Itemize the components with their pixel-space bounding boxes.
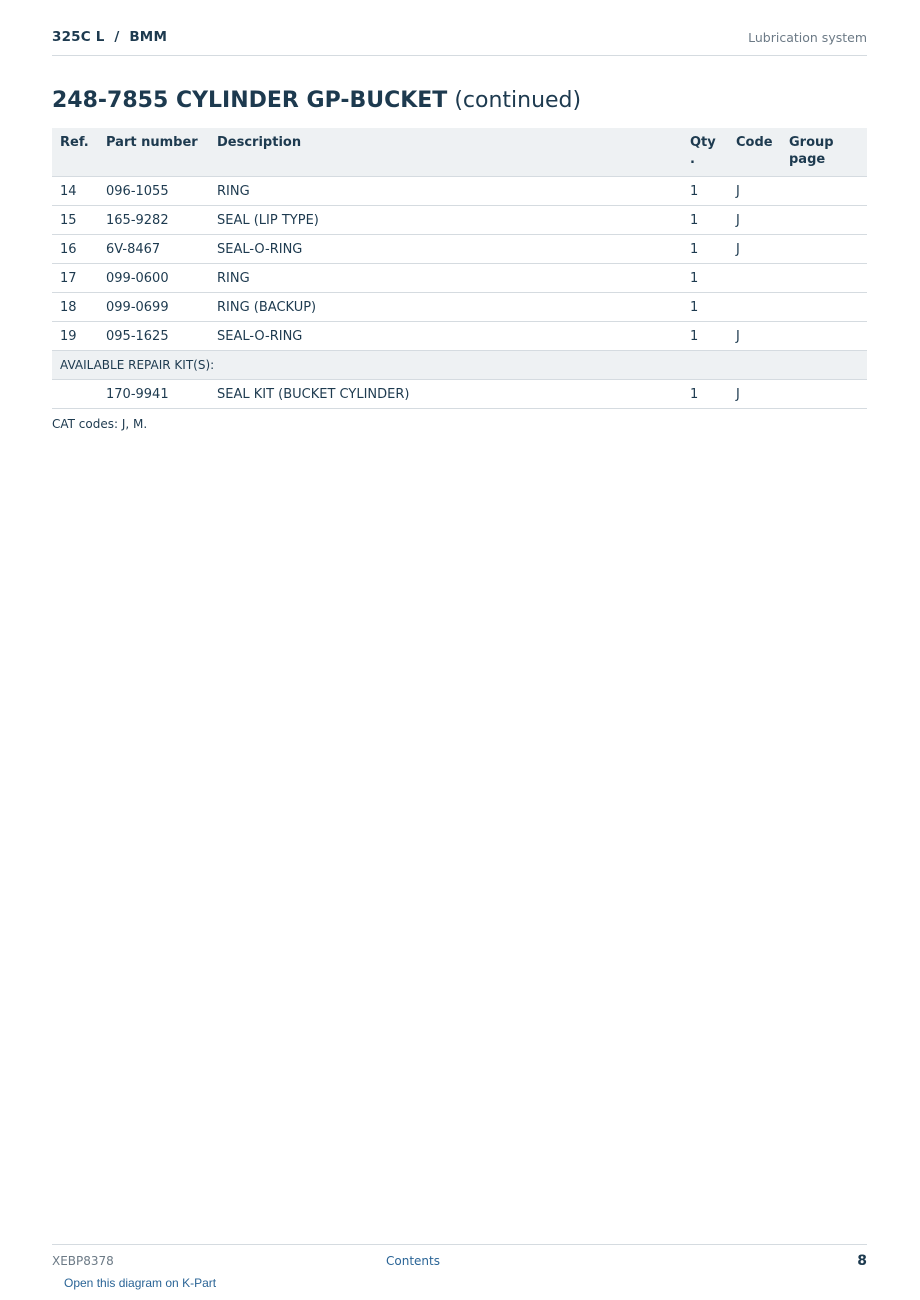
cell-ref: 18 [52,293,98,322]
cell-qty: 1 [682,235,728,264]
cell-group-page [781,235,867,264]
cell-part-number: 099-0600 [98,264,209,293]
cell-ref: 16 [52,235,98,264]
cell-qty: 1 [682,206,728,235]
cell-description: RING [209,177,682,206]
cell-ref: 17 [52,264,98,293]
table-row [52,380,867,409]
open-kpart-link[interactable]: Open this diagram on K-Part [64,1276,217,1290]
cell-group-page [781,380,867,409]
cell-description: SEAL (LIP TYPE) [209,206,682,235]
cell-code: J [728,322,781,351]
cell-code [728,293,781,322]
cell-group-page [781,177,867,206]
cell-qty: 1 [682,264,728,293]
cell-code: J [728,235,781,264]
section-label: Lubrication system [748,30,867,45]
cell-qty: 1 [682,177,728,206]
cell-ref: 19 [52,322,98,351]
cell-group-page [781,322,867,351]
cell-description: SEAL-O-RING [209,235,682,264]
cell-code: J [728,380,781,409]
table-row [52,177,867,206]
model-label: 325C L / BMM [52,29,168,45]
col-ref-header: Ref. [52,128,98,177]
page-number: 8 [857,1253,867,1269]
table-row [52,264,867,293]
cell-part-number: 099-0699 [98,293,209,322]
cell-ref [52,380,98,409]
cell-description: RING [209,264,682,293]
cell-description: RING (BACKUP) [209,293,682,322]
repair-kit-header-row [52,351,867,380]
col-group-header: Group page [781,128,867,177]
cell-description: SEAL-O-RING [209,322,682,351]
cell-part-number: 170-9941 [98,380,209,409]
page-header [52,26,867,56]
document-id: XEBP8378 [52,1254,114,1268]
cell-part-number: 096-1055 [98,177,209,206]
table-row [52,235,867,264]
cell-group-page [781,264,867,293]
table-row [52,293,867,322]
cell-part-number: 165-9282 [98,206,209,235]
table-header-row [52,128,867,177]
col-part-header: Part number [98,128,209,177]
cell-code [728,264,781,293]
col-desc-header: Description [209,128,682,177]
parts-table [52,128,867,409]
col-code-header: Code [728,128,781,177]
cell-code: J [728,206,781,235]
page-title-main: 248-7855 CYLINDER GP-BUCKET [52,88,448,113]
page-title-suffix: (continued) [454,88,582,113]
cat-codes-note: CAT codes: J, M. [52,417,148,431]
table-row [52,206,867,235]
cell-ref: 14 [52,177,98,206]
repair-kit-header: AVAILABLE REPAIR KIT(S): [52,351,867,380]
cell-ref: 15 [52,206,98,235]
cell-group-page [781,206,867,235]
cell-code: J [728,177,781,206]
cell-description: SEAL KIT (BUCKET CYLINDER) [209,380,682,409]
cell-qty: 1 [682,293,728,322]
table-row [52,322,867,351]
col-qty-header: Qty . [682,128,728,177]
cell-qty: 1 [682,380,728,409]
page-title [52,88,581,113]
contents-link[interactable]: Contents [386,1254,440,1268]
cell-part-number: 6V-8467 [98,235,209,264]
page-footer [52,1244,867,1275]
cell-group-page [781,293,867,322]
cell-qty: 1 [682,322,728,351]
cell-part-number: 095-1625 [98,322,209,351]
parts-table-body [52,177,867,409]
